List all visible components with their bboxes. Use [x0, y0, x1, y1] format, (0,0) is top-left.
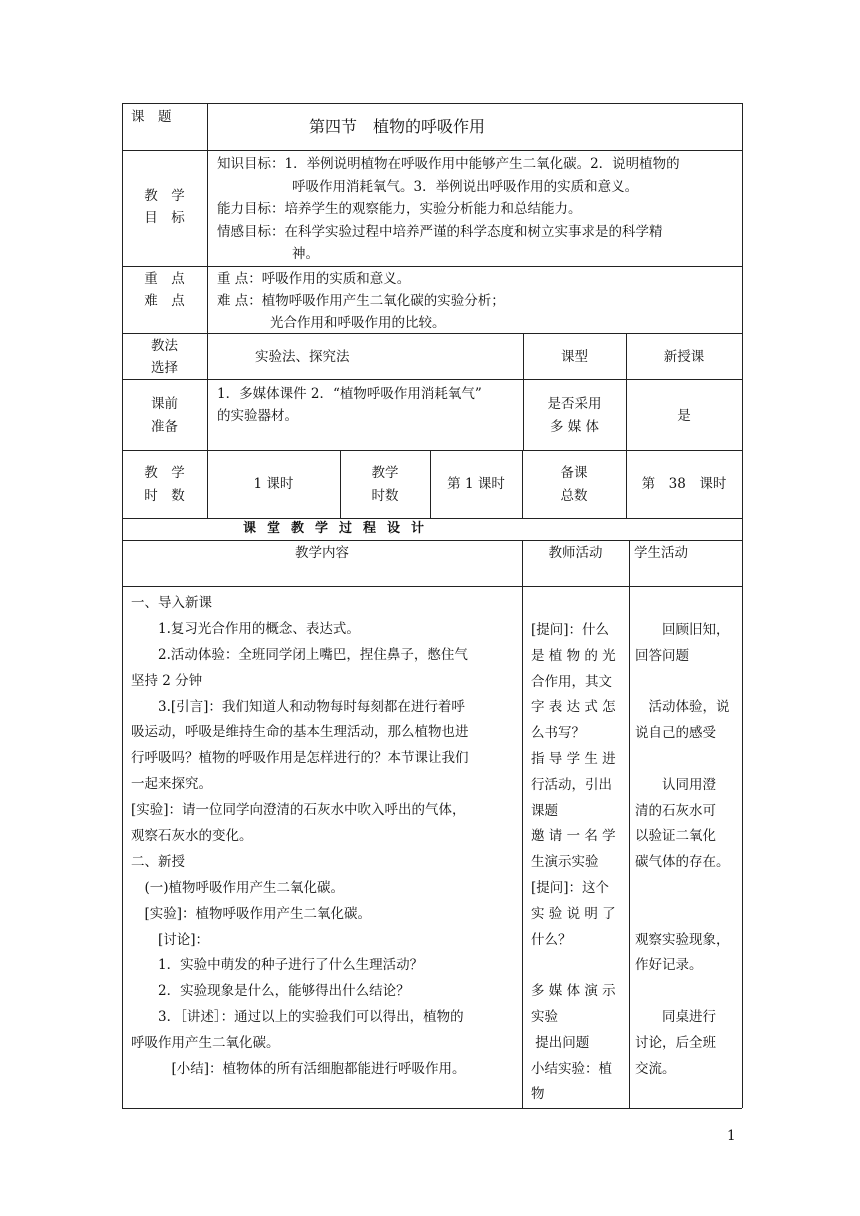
- teacher-activity-line: 合作用，其文: [531, 673, 612, 690]
- teacher-activity-line: [提问]：这个: [531, 879, 610, 896]
- method-label-2: 选择: [151, 360, 178, 376]
- total-label-2: 总数: [560, 488, 588, 504]
- objectives-label-1: 教 学: [144, 188, 185, 204]
- teacher-activity-line: 行活动，引出: [531, 776, 612, 793]
- student-activity-line: 回答问题: [635, 647, 689, 664]
- student-activity-line: [635, 902, 741, 928]
- teacher-activity-line: 邀 请 一 名 学: [531, 828, 616, 845]
- multimedia-label-2: 多 媒 体: [549, 419, 600, 435]
- teacher-activity-line: 什么？: [531, 931, 572, 948]
- total-label-1: 备课: [560, 465, 588, 481]
- teacher-activity-line: 小结实验：植: [531, 1060, 612, 1077]
- student-activity-line: 同桌进行: [635, 1008, 716, 1025]
- col-teacher-header: 教师活动: [548, 545, 603, 561]
- prep-materials-2: 的实验器材。: [217, 408, 298, 424]
- student-activity-line: 碳气体的存在。: [635, 854, 730, 871]
- content-line: 观察石灰水的变化。: [131, 828, 253, 845]
- lesson-type-label: 课型: [561, 349, 588, 365]
- teacher-activity-line: 物: [531, 1086, 545, 1103]
- content-line: 坚持 2 分钟: [131, 672, 203, 689]
- student-activity-line: [635, 979, 741, 1005]
- keypoints-label-2: 难 点: [144, 293, 185, 309]
- hours2-label-2: 时数: [371, 488, 399, 504]
- col-student-header: 学生活动: [634, 545, 688, 561]
- content-line: 2.活动体验：全班同学闭上嘴巴，捏住鼻子，憋住气: [131, 646, 468, 663]
- content-line: 2．实验现象是什么，能够得出什么结论？: [131, 983, 410, 1000]
- teacher-activity-line: 么书写？: [531, 725, 585, 742]
- student-activity-line: 观察实验现象，: [635, 931, 730, 948]
- content-line: [讨论]：: [131, 931, 210, 948]
- hours2-label-1: 教学: [371, 465, 399, 481]
- teacher-activity-line: 生演示实验: [531, 854, 599, 871]
- content-line: 3.[引言]：我们知道人和动物每时每刻都在进行着呼: [131, 698, 465, 715]
- keypoints-label-1: 重 点: [144, 271, 185, 287]
- student-activity-line: 以验证二氧化: [635, 828, 716, 845]
- teacher-activity-line: 字 表 达 式 怎: [531, 699, 616, 716]
- multimedia-label-1: 是否采用: [547, 396, 602, 412]
- student-activity-line: 讨论，后全班: [635, 1034, 716, 1051]
- teacher-column: [531, 618, 627, 1108]
- student-activity-line: 清的石灰水可: [635, 802, 716, 819]
- content-line: [实验]：请一位同学向澄清的石灰水中吹入呼出的气体，: [131, 802, 466, 819]
- teacher-activity-line: 提出问题: [531, 1034, 590, 1051]
- content-line: 吸运动，呼吸是维持生命的基本生理活动，那么植物也进: [131, 724, 469, 741]
- hours2-value: 第 1 课时: [447, 476, 505, 492]
- student-activity-line: 作好记录。: [635, 957, 703, 974]
- student-activity-line: 交流。: [635, 1060, 676, 1077]
- emotion-objective-1: 情感目标：在科学实验过程中培养严谨的科学态度和树立实事求是的科学精: [217, 224, 663, 240]
- hours-value: 1 课时: [253, 476, 294, 492]
- page-number: 1: [727, 1128, 736, 1144]
- prep-label-1: 课前: [151, 396, 178, 412]
- teacher-activity-line: 实验: [531, 1008, 558, 1025]
- content-column: [131, 591, 519, 1083]
- total-value: 第 38 课时: [641, 476, 727, 492]
- student-activity-line: [635, 876, 741, 902]
- teacher-activity-line: 课题: [531, 802, 558, 819]
- prep-materials-1: 1．多媒体课件 2．“植物呼吸作用消耗氧气”: [217, 386, 482, 402]
- difficult-point-2: 光合作用和呼吸作用的比较。: [270, 315, 446, 331]
- teacher-activity-line: 指 导 学 生 进: [531, 750, 616, 767]
- objectives-label-2: 目 标: [144, 210, 185, 226]
- student-activity-line: 回顾旧知，: [635, 622, 730, 638]
- lesson-type-value: 新授课: [663, 349, 705, 365]
- content-line: 呼吸作用产生二氧化碳。: [131, 1035, 280, 1052]
- knowledge-objective-1: 知识目标：1．举例说明植物在呼吸作用中能够产生二氧化碳。2．说明植物的: [217, 156, 680, 172]
- student-activity-line: [635, 670, 741, 696]
- content-line: (一)植物呼吸作用产生二氧化碳。: [131, 879, 345, 896]
- student-activity-line: 说自己的感受: [635, 725, 716, 742]
- student-activity-line: 活动体验，说: [635, 699, 730, 716]
- teacher-activity-line: [531, 953, 627, 979]
- emotion-objective-2: 神。: [292, 246, 319, 262]
- knowledge-objective-2: 呼吸作用消耗氧气。3．举例说出呼吸作用的实质和意义。: [292, 179, 639, 195]
- content-line: 一起来探究。: [131, 776, 212, 793]
- hours-label-1: 教 学: [144, 465, 185, 481]
- method-label-1: 教法: [151, 338, 178, 354]
- teacher-activity-line: 实 验 说 明 了: [531, 905, 616, 922]
- content-line: 一、导入新课: [131, 595, 212, 611]
- content-line: 1．实验中萌发的种子进行了什么生理活动？: [131, 957, 424, 974]
- content-line: 二、新授: [131, 853, 185, 870]
- teacher-activity-line: 是 植 物 的 光: [531, 647, 616, 664]
- hours-label-2: 时 数: [144, 488, 185, 504]
- content-line: [小结]：植物体的所有活细胞都能进行呼吸作用。: [131, 1061, 466, 1078]
- lesson-title: 第四节 植物的呼吸作用: [309, 117, 486, 136]
- student-activity-line: [635, 747, 741, 773]
- key-point: 重 点：呼吸作用的实质和意义。: [217, 271, 411, 287]
- content-line: 3．［讲述］：通过以上的实验我们可以得出，植物的: [131, 1009, 464, 1026]
- col-content-header: 教学内容: [295, 545, 349, 561]
- prep-label-2: 准备: [151, 419, 178, 435]
- process-heading: 课堂教学过程设计: [243, 521, 436, 536]
- content-line: 行呼吸吗？植物的呼吸作用是怎样进行的？本节课让我们: [131, 750, 469, 767]
- student-column: [635, 618, 741, 1082]
- ability-objective: 能力目标：培养学生的观察能力，实验分析能力和总结能力。: [217, 201, 582, 217]
- teacher-activity-line: 多 媒 体 演 示: [531, 983, 616, 1000]
- topic-label: 课 题: [131, 109, 172, 125]
- content-line: 1.复习光合作用的概念、表达式。: [131, 620, 360, 637]
- difficult-point-1: 难 点：植物呼吸作用产生二氧化碳的实验分析；: [217, 293, 505, 309]
- student-activity-line: 认同用澄: [635, 776, 716, 793]
- multimedia-value: 是: [677, 408, 691, 424]
- content-line: [实验]：植物呼吸作用产生二氧化碳。: [131, 905, 372, 922]
- teacher-activity-line: [提问]：什么: [531, 622, 610, 638]
- method-value: 实验法、探究法: [255, 349, 350, 365]
